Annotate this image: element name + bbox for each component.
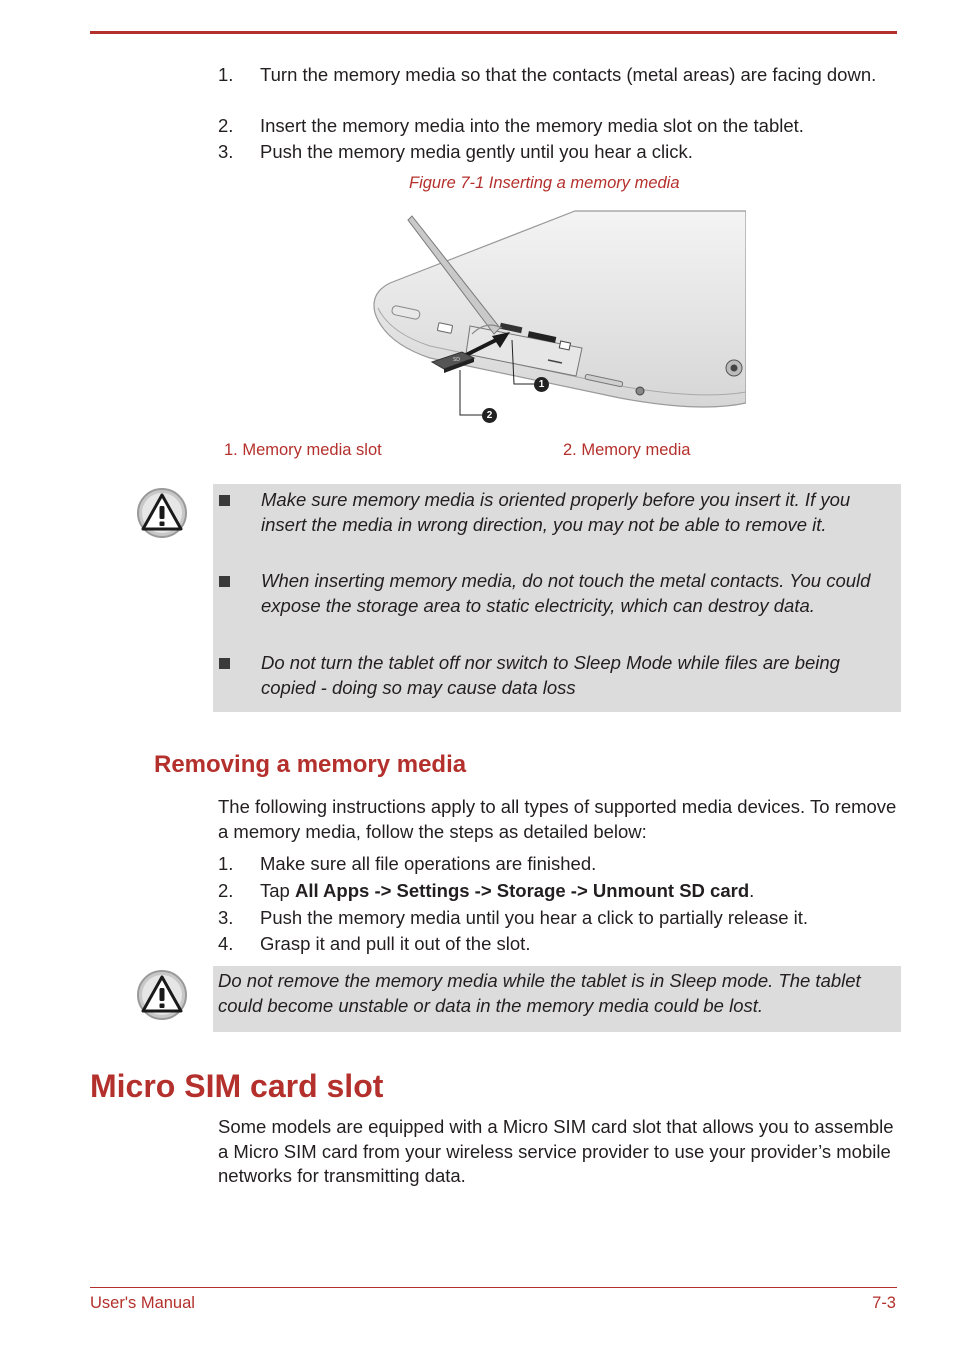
list-item: [218, 140, 908, 165]
step-number: 2.: [218, 115, 234, 136]
caution-text: Make sure memory media is oriented properly before you insert it. If you insert the media in wrong direction, you may not be able to remove it.: [261, 489, 851, 535]
step-number: 3.: [218, 141, 234, 162]
step-text-prefix: Tap: [260, 880, 295, 901]
step-number: 3.: [218, 907, 234, 928]
caution-text: Do not turn the tablet off nor switch to Sleep Mode while files are being copied - doing so may cause data loss: [261, 652, 840, 698]
callout-1-badge: 1: [534, 377, 549, 392]
bullet-marker: [219, 576, 230, 587]
step-text: Make sure all file operations are finished.: [260, 853, 597, 874]
tablet-illustration: [370, 208, 746, 428]
list-item: [218, 63, 908, 113]
step-text: Grasp it and pull it out of the slot.: [260, 933, 531, 954]
legend-item-slot: 1. Memory media slot: [224, 441, 382, 459]
caution-icon: [136, 487, 188, 539]
menu-path: All Apps -> Settings -> Storage -> Unmount SD card: [294, 880, 750, 901]
step-text: Turn the memory media so that the contacts (metal areas) are facing down.: [260, 64, 877, 85]
step-number: 4.: [218, 933, 234, 954]
list-item: [218, 932, 908, 957]
caution-text: Do not remove the memory media while the tablet is in Sleep mode. The tablet could become unstable or data in the memory media could be lost.: [218, 970, 861, 1016]
legend-item-media: 2. Memory media: [563, 441, 691, 459]
caution-item: [213, 969, 901, 1019]
step-text: [260, 879, 900, 904]
step-text-suffix: .: [749, 880, 755, 901]
list-item: [218, 852, 908, 877]
callout-2-badge: 2: [482, 408, 497, 423]
svg-text:SD: SD: [453, 357, 461, 363]
list-item: [218, 114, 908, 139]
bullet-marker: [219, 658, 230, 669]
page-number: 7-3: [872, 1294, 896, 1312]
bullet-marker: [219, 495, 230, 506]
caution-item: [213, 569, 901, 644]
list-item: [218, 906, 908, 931]
caution-item: [213, 488, 901, 563]
section-heading: Removing a memory media: [154, 751, 467, 778]
caution-box: [213, 484, 901, 712]
step-text: Push the memory media gently until you hear a click.: [260, 141, 693, 162]
step-number: 1.: [218, 64, 234, 85]
step-text: Push the memory media until you hear a click to partially release it.: [260, 907, 809, 928]
footer-title: User's Manual: [90, 1294, 195, 1312]
step-number: 1.: [218, 853, 234, 874]
header-rule: [90, 31, 897, 34]
list-item: [218, 879, 908, 904]
caution-text: When inserting memory media, do not touch the metal contacts. You could expose the storage area to static electricity, which can destroy data.: [261, 570, 871, 616]
caution-box: [213, 966, 901, 1032]
section-body: Some models are equipped with a Micro SIM card slot that allows you to assemble a Micro SIM card from your wireless service provider to use your provider’s mobile networks for transmitting data.: [218, 1116, 894, 1186]
caution-item: [213, 651, 901, 701]
footer-rule: [90, 1287, 897, 1288]
section-title: Micro SIM card slot: [90, 1068, 384, 1104]
section-intro: The following instructions apply to all types of supported media devices. To remove a memory media, follow the steps as detailed below:: [218, 796, 897, 842]
step-text: Insert the memory media into the memory media slot on the tablet.: [260, 115, 804, 136]
figure-caption: Figure 7-1 Inserting a memory media: [409, 174, 680, 192]
step-number: 2.: [218, 880, 234, 901]
caution-icon: [136, 969, 188, 1021]
